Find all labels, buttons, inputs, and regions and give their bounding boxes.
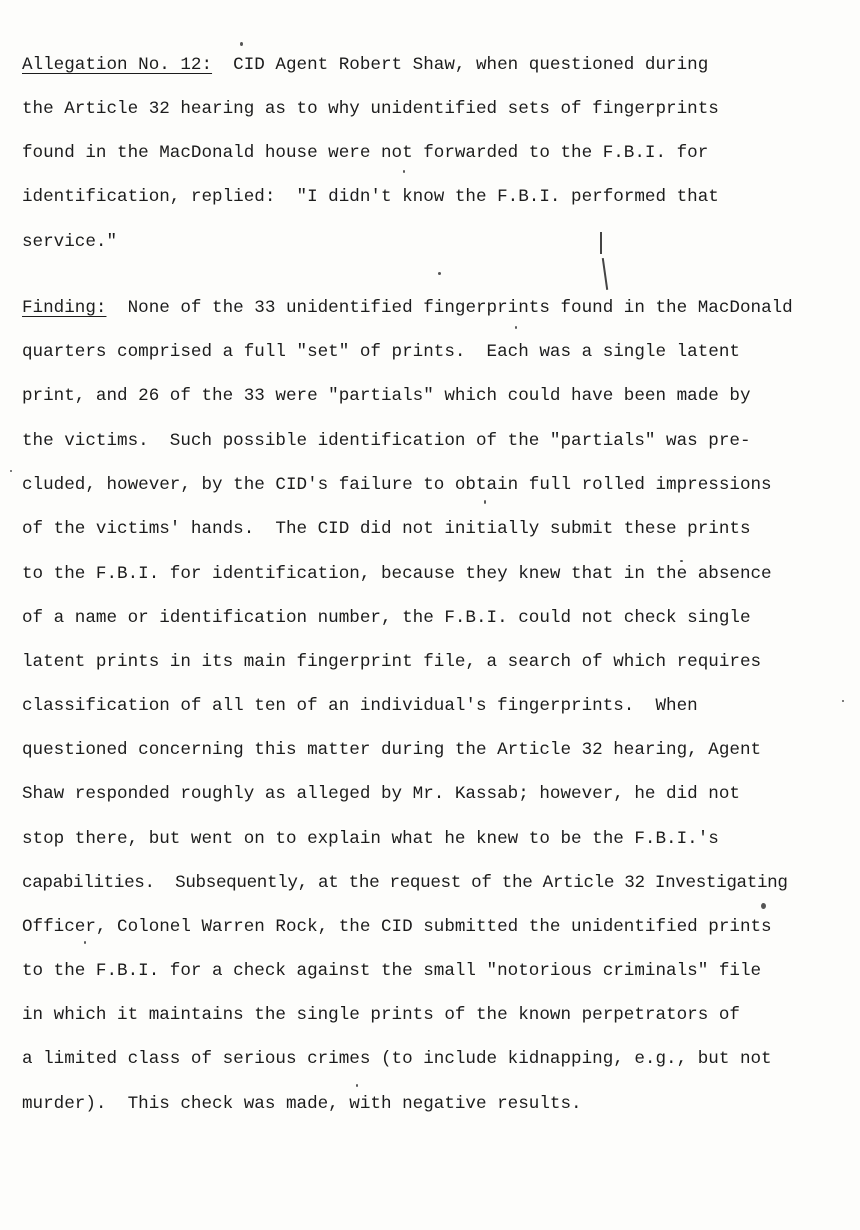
finding-heading: Finding: xyxy=(22,298,107,318)
finding-line-3: print, and 26 of the 33 were "partials" which could have been made by xyxy=(22,386,751,406)
scan-speck xyxy=(438,272,441,275)
finding-line-6: of the victims' hands. The CID did not initially submit these prints xyxy=(22,519,751,539)
scan-speck xyxy=(515,326,517,329)
scan-speck xyxy=(761,903,766,909)
scan-speck xyxy=(356,1084,358,1087)
finding-text: None of the 33 unidentified fingerprints found in the MacDonald xyxy=(106,298,793,318)
finding-line-7: to the F.B.I. for identification, because they knew that in the absence xyxy=(22,564,772,584)
scan-speck xyxy=(84,941,86,944)
scan-stroke xyxy=(600,232,602,254)
allegation-line-2: the Article 32 hearing as to why unidentified sets of fingerprints xyxy=(22,99,719,119)
scan-speck xyxy=(10,470,12,472)
allegation-line-3: found in the MacDonald house were not forwarded to the F.B.I. for xyxy=(22,143,709,163)
finding-line-10: classification of all ten of an individual's fingerprints. When xyxy=(22,696,698,716)
scan-stroke xyxy=(602,258,608,290)
finding-line-9: latent prints in its main fingerprint file, a search of which requires xyxy=(22,652,762,672)
finding-line-8: of a name or identification number, the F.B.I. could not check single xyxy=(22,608,751,628)
allegation-line-5: service." xyxy=(22,232,118,252)
finding-line-17: in which it maintains the single prints of the known perpetrators of xyxy=(22,1005,740,1025)
finding-line-4: the victims. Such possible identification of the "partials" was pre- xyxy=(22,431,751,451)
finding-line-12: Shaw responded roughly as alleged by Mr. Kassab; however, he did not xyxy=(22,784,740,804)
scan-speck xyxy=(680,560,683,562)
scan-speck xyxy=(484,500,486,504)
finding-line-1 xyxy=(22,297,793,319)
finding-line-2: quarters comprised a full "set" of prints. Each was a single latent xyxy=(22,342,740,362)
finding-line-11: questioned concerning this matter during the Article 32 hearing, Agent xyxy=(22,740,762,760)
finding-line-16: to the F.B.I. for a check against the small "notorious criminals" file xyxy=(22,961,762,981)
allegation-heading: Allegation No. 12: xyxy=(22,55,213,75)
scan-speck xyxy=(240,42,243,46)
finding-line-14: capabilities. Subsequently, at the request of the Article 32 Investigating xyxy=(22,873,788,893)
finding-line-15: Officer, Colonel Warren Rock, the CID submitted the unidentified prints xyxy=(22,917,772,937)
finding-line-13: stop there, but went on to explain what he knew to be the F.B.I.'s xyxy=(22,829,719,849)
finding-line-19: murder). This check was made, with negative results. xyxy=(22,1094,582,1114)
scan-speck xyxy=(403,170,405,173)
allegation-line-4: identification, replied: "I didn't know the F.B.I. performed that xyxy=(22,187,719,207)
finding-line-18: a limited class of serious crimes (to include kidnapping, e.g., but not xyxy=(22,1049,772,1069)
allegation-line-1 xyxy=(22,54,708,76)
finding-line-5: cluded, however, by the CID's failure to obtain full rolled impressions xyxy=(22,475,772,495)
scan-speck xyxy=(842,700,844,702)
allegation-text: CID Agent Robert Shaw, when questioned during xyxy=(212,55,709,75)
